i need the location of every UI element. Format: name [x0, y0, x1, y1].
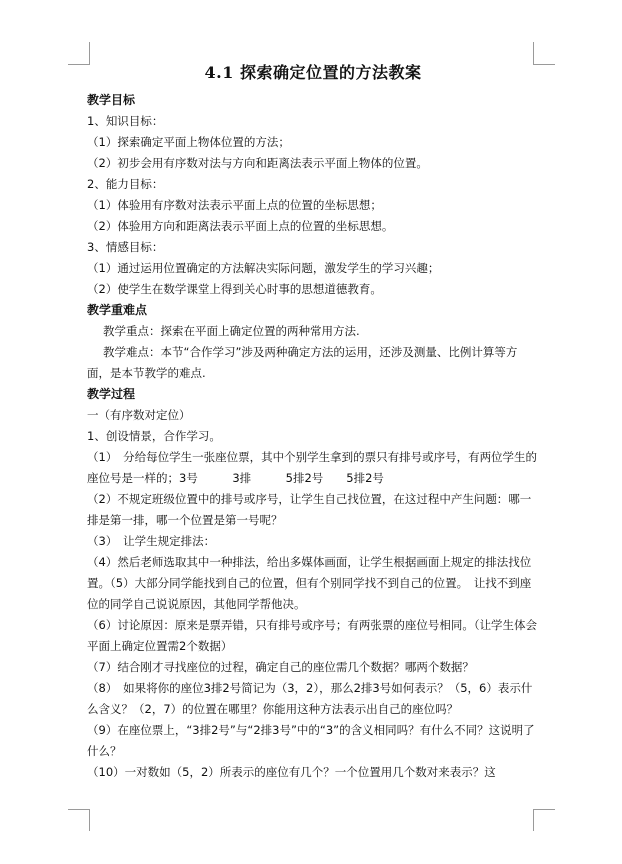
- body-paragraph: 3、情感目标：: [87, 240, 164, 254]
- body-paragraph: （4）然后老师选取其中一种排法，给出多媒体画面，让学生根据画面上规定的排法找位置。（5）大部分同学能找到自己的位置，但有个别同学找不到自己的位置。 让找不到座位的同学自己说说原因，其他同学帮他决。: [87, 555, 532, 611]
- document-title: 4.1 探索确定位置的方法教案: [204, 63, 422, 82]
- body-paragraph: 教学难点：本节“合作学习”涉及两种确定方法的运用，还涉及测量、比例计算等方面，是本节教学的难点.: [87, 345, 518, 380]
- section-heading: 教学重难点: [87, 303, 148, 317]
- crop-mark-bottom-right-horizontal: [533, 809, 555, 810]
- body-paragraph: 一（有序数对定位）: [87, 408, 191, 422]
- section-heading: 教学目标: [87, 93, 136, 107]
- document-page: [87, 60, 539, 783]
- document-body: [87, 90, 539, 783]
- body-paragraph: （1）通过运用位置确定的方法解决实际问题，激发学生的学习兴趣；: [87, 261, 440, 275]
- body-paragraph: （1）探索确定平面上物体位置的方法；: [87, 135, 290, 149]
- body-paragraph: （1） 分给每位学生一张座位票，其中个别学生拿到的票只有排号或序号，有两位学生的座位号是一样的；3号 3排 5排2号 5排2号: [87, 450, 538, 485]
- body-paragraph: （9）在座位票上，“3排2号”与“2排3号”中的“3”的含义相同吗？有什么不同？这说明了什么？: [87, 723, 535, 758]
- crop-mark-bottom-left-horizontal: [68, 809, 90, 810]
- body-paragraph: （8） 如果将你的座位3排2号简记为（3，2），那么2排3号如何表示？（5，6）表示什么含义？（2，7）的位置在哪里？你能用这种方法表示出自己的座位吗？: [87, 681, 533, 716]
- body-paragraph: （1）体验用有序数对法表示平面上点的位置的坐标思想；: [87, 198, 382, 212]
- body-paragraph: （2）使学生在数学课堂上得到关心时事的思想道德教育。: [87, 282, 382, 296]
- body-paragraph: （2）初步会用有序数对法与方向和距离法表示平面上物体的位置。: [87, 156, 428, 170]
- section-heading: 教学过程: [87, 387, 136, 401]
- body-paragraph: 2、能力目标：: [87, 177, 164, 191]
- crop-mark-bottom-right-vertical: [533, 809, 534, 831]
- body-paragraph: 1、知识目标：: [87, 114, 164, 128]
- body-paragraph: （7）结合刚才寻找座位的过程，确定自己的座位需几个数据？哪两个数据？: [87, 660, 474, 674]
- body-paragraph: （2）体验用方向和距离法表示平面上点的位置的坐标思想。: [87, 219, 394, 233]
- body-paragraph: （2）不规定班级位置中的排号或序号，让学生自己找位置，在这过程中产生问题：哪一排是第一排，哪一个位置是第一号呢？: [87, 492, 532, 527]
- body-paragraph: （10）一对数如（5，2）所表示的座位有几个？一个位置用几个数对来表示？这: [87, 765, 496, 779]
- body-paragraph: （6）讨论原因：原来是票弄错，只有排号或序号；有两张票的座位号相同。（让学生体会平面上确定位置需2个数据）: [87, 618, 538, 653]
- body-paragraph: （3） 让学生规定排法：: [87, 534, 216, 548]
- crop-mark-bottom-left-vertical: [89, 809, 90, 831]
- body-paragraph: 1、创设情景，合作学习。: [87, 429, 221, 443]
- body-paragraph: 教学重点：探索在平面上确定位置的两种常用方法.: [103, 324, 360, 338]
